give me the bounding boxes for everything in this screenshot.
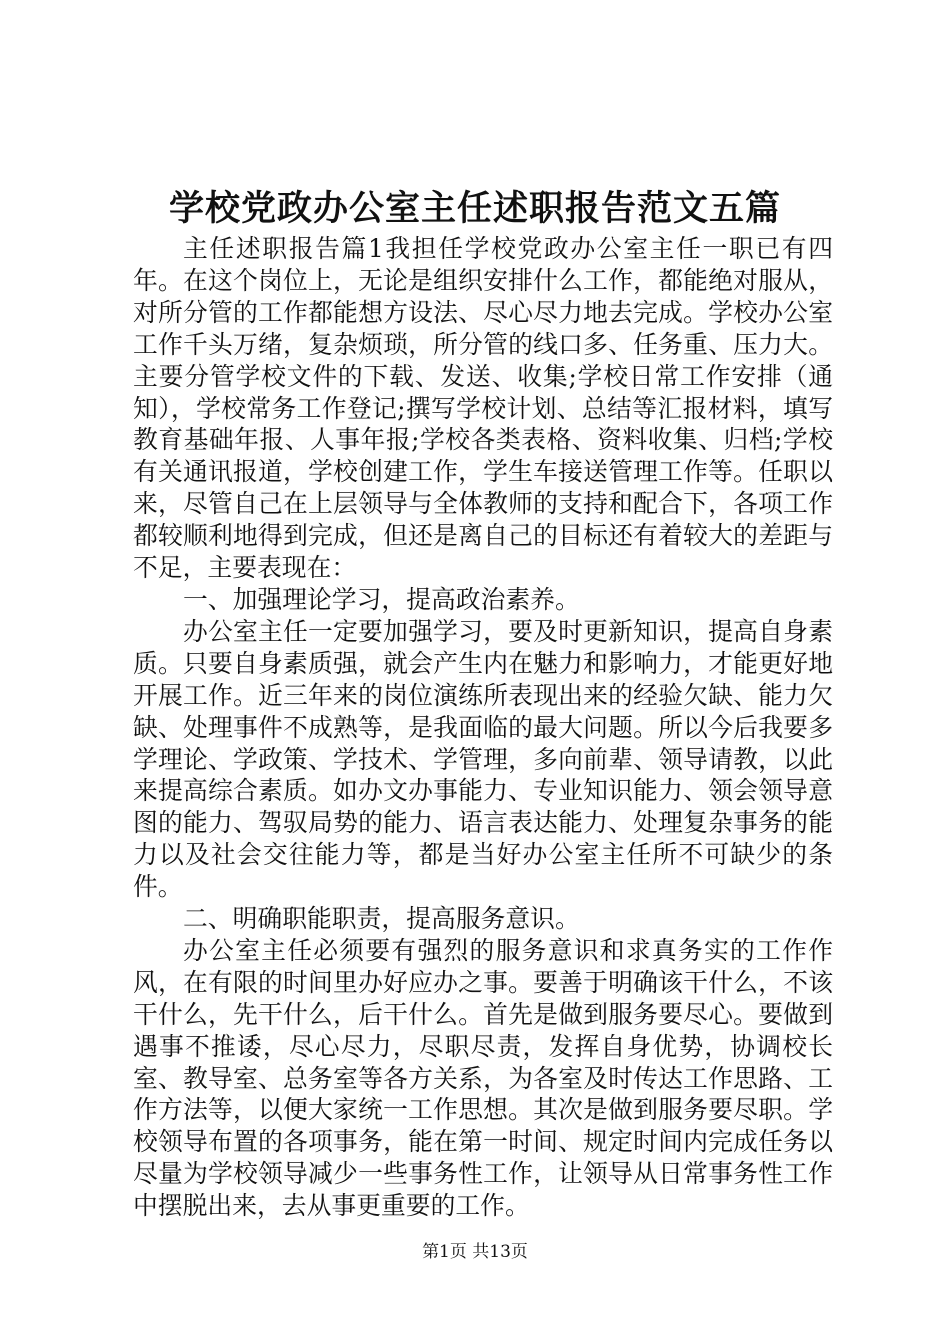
section-heading-1: 一、加强理论学习，提高政治素养。 <box>183 584 580 614</box>
page-footer: 第1页 共13页 <box>422 1242 528 1262</box>
section-heading-2: 二、明确职能职责，提高服务意识。 <box>183 904 580 934</box>
document-body <box>133 233 833 1222</box>
paragraph-intro: 主任述职报告篇1我担任学校党政办公室主任一职已有四年。在这个岗位上，无论是组织安排什么工作，都能绝对服从，对所分管的工作都能想方设法、尽心尽力地去完成。学校办公室工作千头万绪，复杂烦琐，所分管的线口多、任务重、压力大。主要分管学校文件的下载、发送、收集;学校日常工作安排（通知），学校常务工作登记;撰写学校计划、总结等汇报材料，填写教育基础年报、人事年报;学校各类表格、资料收集、归档;学校有关通讯报道，学校创建工作，学生车接送管理工作等。任职以来，尽管自己在上层领导与全体教师的支持和配合下，各项工作都较顺利地得到完成，但还是离自己的目标还有着较大的差距与不足，主要表现在： <box>133 234 833 583</box>
document-title: 学校党政办公室主任述职报告范文五篇 <box>168 188 781 229</box>
paragraph-section-2: 办公室主任必须要有强烈的服务意识和求真务实的工作作风，在有限的时间里办好应办之事。要善于明确该干什么，不该干什么，先干什么，后干什么。首先是做到服务要尽心。要做到遇事不推诿，尽心尽力，尽职尽责，发挥自身优势，协调校长室、教导室、总务室等各方关系，为各室及时传达工作思路、工作方法等，以便大家统一工作思想。其次是做到服务要尽职。学校领导布置的各项事务，能在第一时间、规定时间内完成任务以尽量为学校领导减少一些事务性工作，让领导从日常事务性工作中摆脱出来，去从事更重要的工作。 <box>133 935 833 1221</box>
paragraph-section-1: 办公室主任一定要加强学习，要及时更新知识，提高自身素质。只要自身素质强，就会产生内在魅力和影响力，才能更好地开展工作。近三年来的岗位演练所表现出来的经验欠缺、能力欠缺、处理事件不成熟等，是我面临的最大问题。所以今后我要多学理论、学政策、学技术、学管理，多向前辈、领导请教，以此来提高综合素质。如办文办事能力、专业知识能力、领会领导意图的能力、驾驭局势的能力、语言表达能力、处理复杂事务的能力以及社会交往能力等，都是当好办公室主任所不可缺少的条件。 <box>133 616 833 902</box>
